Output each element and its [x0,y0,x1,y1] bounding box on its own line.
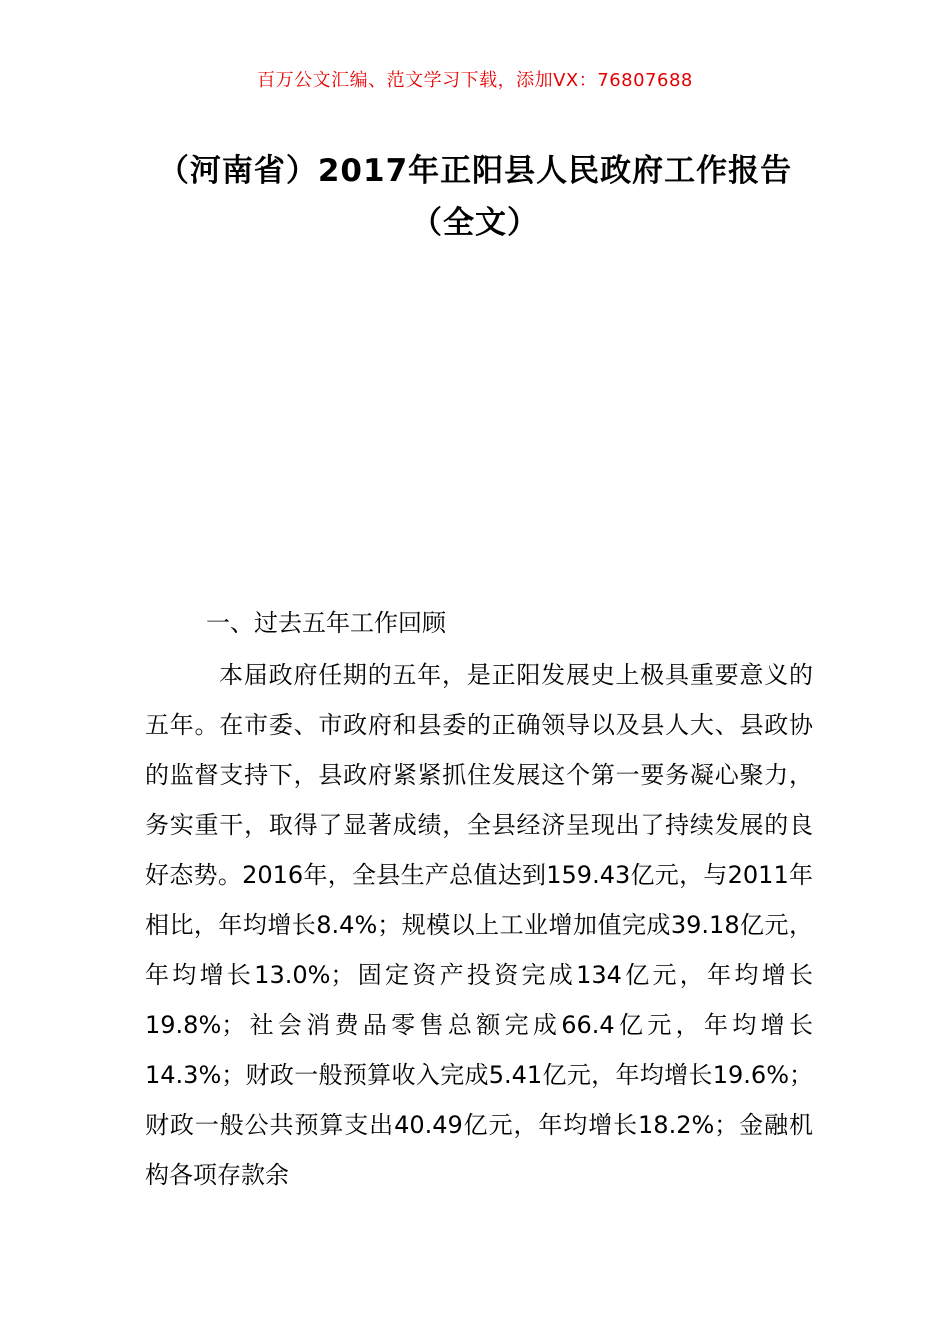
document-title: （河南省）2017年正阳县人民政府工作报告（全文） [157,153,793,241]
body-paragraph: 本届政府任期的五年，是正阳发展史上极具重要意义的五年。在市委、市政府和县委的正确领导以及县人大、县政协的监督支持下，县政府紧紧抓住发展这个第一要务凝心聚力，务实重干，取得了显著成绩，全县经济呈现出了持续发展的良好态势。2016年，全县生产总值达到159.43亿元，与2011年相比，年均增长8.4%；规模以上工业增加值完成39.18亿元，年均增长13.0%；固定资产投资完成134亿元，年均增长19.8%；社会消费品零售总额完成66.4亿元，年均增长14.3%；财政一般预算收入完成5.41亿元，年均增长19.6%；财政一般公共预算支出40.49亿元，年均增长18.2%；金融机构各项存款余 [145,661,813,1189]
section-heading: 一、过去五年工作回顾 [206,609,446,637]
promo-banner: 百万公文汇编、范文学习下载，添加VX：76807688 [257,70,693,91]
